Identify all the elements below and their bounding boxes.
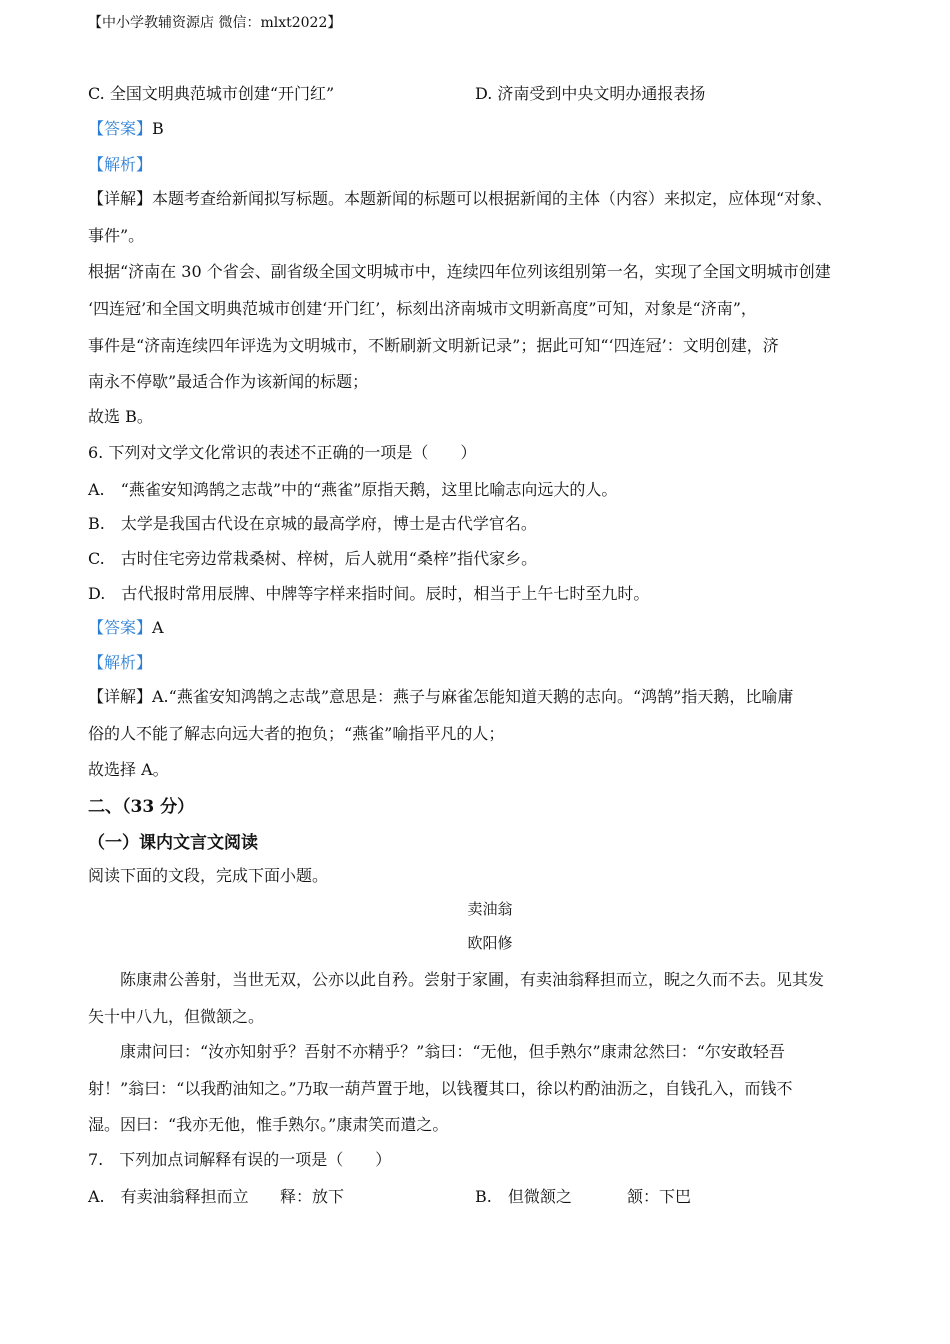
- q6-option-c: C. 古时住宅旁边常栽桑树、梓树，后人就用“桑梓”指代家乡。: [88, 549, 538, 568]
- q5-detail-line: ‘四连冠’和全国文明典范城市创建‘开门红’，标刻出济南城市文明新高度”可知，对象是“济南”，: [88, 299, 757, 318]
- q7-option-a: A. 有卖油翁释担而立: [88, 1187, 249, 1206]
- answer-tag: 【答案】: [88, 618, 153, 637]
- section-heading: 二、（33 分）: [88, 797, 195, 817]
- answer-tag: 【答案】: [88, 119, 153, 138]
- q6-detail-line: 俗的人不能了解志向远大者的抱负；“燕雀”喻指平凡的人；: [88, 724, 505, 743]
- reading-intro: 阅读下面的文段，完成下面小题。: [88, 866, 329, 885]
- q6-analysis-tag: 【解析】: [88, 653, 153, 672]
- passage-title: 卖油翁: [467, 900, 513, 918]
- q5-detail-line: 【详解】本题考查给新闻拟写标题。本题新闻的标题可以根据新闻的主体（内容）来拟定，应体现“对象、: [88, 189, 833, 208]
- passage-line: 湿。因曰：“我亦无他，惟手熟尔。”康肃笑而遣之。: [88, 1115, 449, 1134]
- q5-detail-line: 南永不停歇”最适合作为该新闻的标题；: [88, 372, 369, 391]
- answer-value: B: [152, 119, 164, 138]
- q5-option-d: D. 济南受到中央文明办通报表扬: [475, 84, 706, 103]
- passage-line: 康肃问曰：“汝亦知射乎？吾射不亦精乎？”翁曰：“无他，但手熟尔”康肃忿然曰：“尔安敢轻吾: [120, 1042, 785, 1061]
- passage-line: 矢十中八九，但微颔之。: [88, 1007, 265, 1026]
- q5-conclusion: 故选 B。: [88, 407, 153, 426]
- q5-option-c: C. 全国文明典范城市创建“开门红”: [88, 84, 335, 103]
- q7-option-b-gloss: 颔：下巴: [627, 1187, 692, 1206]
- q7-stem: 7. 下列加点词解释有误的一项是（ ）: [88, 1150, 392, 1169]
- q6-detail-line: 【详解】A.“燕雀安知鸿鹄之志哉”意思是：燕子与麻雀怎能知道天鹅的志向。“鸿鹄”指天鹅，比喻庸: [88, 687, 794, 706]
- q6-conclusion: 故选择 A。: [88, 760, 169, 779]
- q6-option-a: A. “燕雀安知鸿鹄之志哉”中的“燕雀”原指天鹅，这里比喻志向远大的人。: [88, 480, 618, 499]
- passage-line: 射！”翁曰：“以我酌油知之。”乃取一葫芦置于地，以钱覆其口，徐以杓酌油沥之，自钱孔入，而钱不: [88, 1079, 793, 1098]
- q6-option-d: D. 古代报时常用辰牌、中牌等字样来指时间。辰时，相当于上午七时至九时。: [88, 584, 650, 603]
- q6-option-b: B. 太学是我国古代设在京城的最高学府，博士是古代学官名。: [88, 514, 537, 533]
- section-subheading: （一）课内文言文阅读: [88, 833, 258, 853]
- q6-stem: 6. 下列对文学文化常识的表述不正确的一项是（ ）: [88, 443, 477, 462]
- q5-detail-line: 根据“济南在 30 个省会、副省级全国文明城市中，连续四年位列该组别第一名，实现了全国文明城市创建: [88, 262, 831, 281]
- q5-detail-line: 事件是“济南连续四年评选为文明城市，不断刷新文明新记录”；据此可知“‘四连冠’：文明创建，济: [88, 336, 779, 355]
- q6-answer: [88, 615, 164, 638]
- passage-author: 欧阳修: [467, 934, 513, 952]
- q5-analysis-tag: 【解析】: [88, 155, 153, 174]
- q7-option-a-gloss: 释：放下: [280, 1187, 345, 1206]
- answer-value: A: [152, 618, 164, 637]
- q5-answer: [88, 116, 164, 139]
- q5-detail-line: 事件”。: [88, 226, 145, 245]
- page-header: 【中小学教辅资源店 微信：mlxt2022】: [88, 15, 342, 31]
- passage-line: 陈康肃公善射，当世无双，公亦以此自矜。尝射于家圃，有卖油翁释担而立，睨之久而不去。见其发: [120, 970, 825, 989]
- q7-option-b: B. 但微颔之: [475, 1187, 572, 1206]
